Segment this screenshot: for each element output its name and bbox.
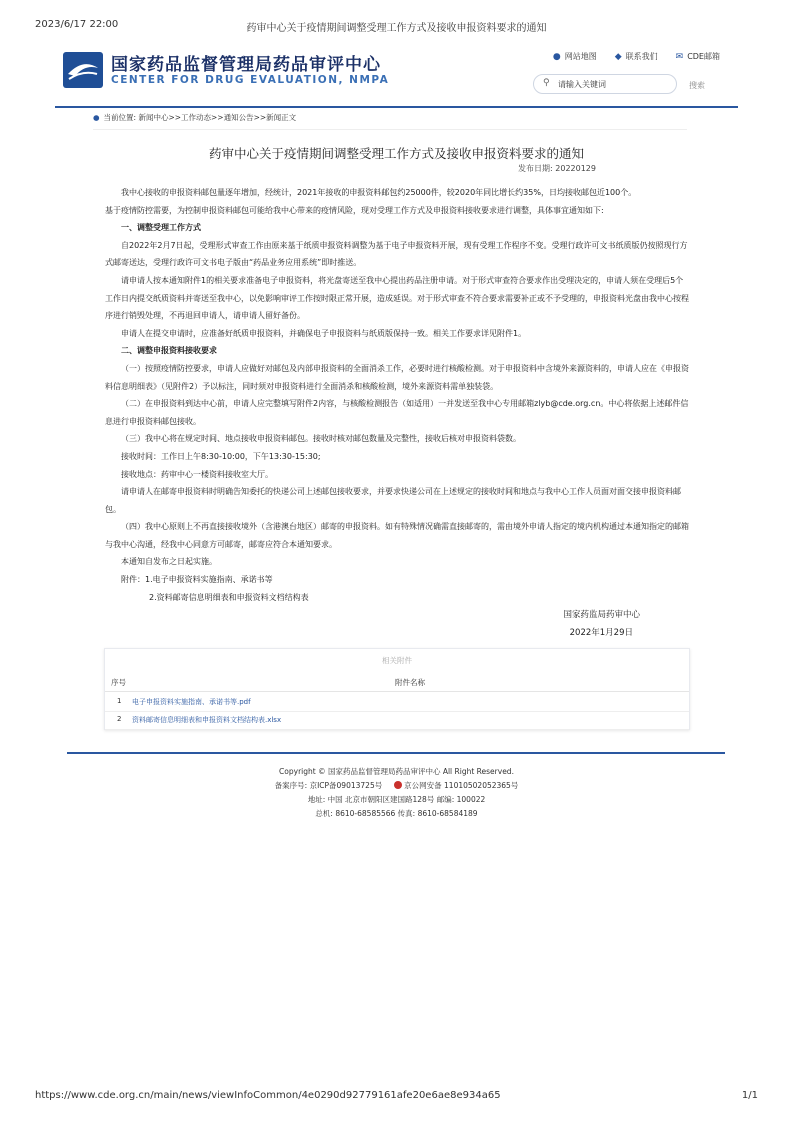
phone: 总机: 8610-68585566 传真: 8610-68584189 (315, 809, 478, 818)
breadcrumb-text[interactable]: 当前位置: 新闻中心>>工作动态>>通知公告>>新闻正文 (103, 113, 297, 122)
print-page-number: 1/1 (741, 1090, 758, 1101)
location-pin-icon: ● (93, 113, 100, 122)
print-footer (35, 1090, 758, 1104)
police-badge-icon (394, 781, 402, 789)
paragraph: 基于疫情防控需要，为控制申报资料邮包可能给我中心带来的疫情风险，现对受理工作方式及申报资料接收要求进行调整，具体事宜通知如下: (105, 205, 604, 215)
attachment-line: 附件：1.电子申报资料实施指南、承诺书等 (121, 575, 273, 585)
row-number: 1 (117, 697, 122, 705)
mail-icon: ✉ (675, 52, 684, 62)
print-datetime: 2023/6/17 22:00 (35, 19, 119, 30)
map-pin-icon: ● (552, 52, 561, 62)
contact-link[interactable]: ◆ 联系我们 (614, 52, 658, 62)
section-heading: 二、调整申报资料接收要求 (121, 346, 217, 356)
col-no-header: 序号 (111, 678, 126, 687)
site-name-en: CENTER FOR DRUG EVALUATION, NMPA (111, 74, 390, 86)
copyright: Copyright © 国家药品监督管理局药品审评中心 All Right Reserved. (279, 767, 514, 776)
cde-mail-link[interactable]: ✉ CDE邮箱 (675, 52, 720, 62)
search-button[interactable]: 搜索 (689, 81, 705, 90)
paragraph: （四）我中心原则上不再直接接收境外（含港澳台地区）邮寄的申报资料。如有特殊情况确需直接邮寄的，需由境外申请人指定的境内机构通过本通知指定的邮箱与我中心沟通，经我中心同意方可邮寄，邮寄应符合本通知要求。 (105, 522, 689, 549)
site-name-cn[interactable]: 国家药品监督管理局药品审评中心 (111, 55, 381, 75)
footer-divider (67, 752, 725, 754)
sign-date: 2022年1月29日 (569, 628, 633, 638)
police-link[interactable]: 京公网安备 11010502052365号 (404, 781, 519, 790)
search-icon: ⚲ (543, 78, 550, 88)
icp-link[interactable]: 备案序号: 京ICP备09013725号 (274, 781, 383, 790)
paragraph: 我中心接收的申报资料邮包量逐年增加，经统计，2021年接收的申报资料邮包约25000件，较2020年同比增长约35%，日均接收邮包近100个。 (121, 188, 637, 197)
paragraph: 请申请人按本通知附件1的相关要求准备电子申报资料，将光盘寄送至我中心提出药品注册申请。对于形式审查符合要求作出受理决定的，申请人须在受理后5个工作日内提交纸质资料并寄送至我中心，以免影响审评工作按时限正常开展，造成延误。对于形式审查不符合要求需要补正或不予受理的，申报资料光盘由我中心按程序进行销毁处理，不再退回申请人，请申请人留好备份。 (105, 275, 689, 321)
paragraph: 接收时间：工作日上午8:30-10:00，下午13:30-15:30; (121, 451, 321, 461)
attachment-line: 2.资料邮寄信息明细表和申报资料文档结构表 (149, 592, 309, 602)
breadcrumb (93, 112, 687, 130)
section-heading: 一、调整受理工作方式 (121, 223, 201, 233)
attachments-header (105, 673, 689, 692)
print-header (0, 19, 793, 33)
table-row (105, 711, 689, 730)
paragraph: 请申请人在邮寄申报资料时明确告知委托的快递公司上述邮包接收要求，并要求快递公司在上述规定的接收时间和地点与我中心工作人员面对面交接申报资料邮包。 (105, 487, 681, 514)
search-input[interactable] (533, 74, 677, 94)
site-map-link[interactable]: ● 网站地图 (552, 52, 597, 62)
paragraph: （三）我中心将在规定时间、地点接收申报资料邮包。接收时核对邮包数量及完整性，接收后核对申报资料袋数。 (121, 434, 521, 444)
attachments-caption: 相关附件 (382, 656, 412, 665)
site-footer (0, 765, 793, 821)
tag-icon: ◆ (614, 52, 622, 62)
address: 地址: 中国 北京市朝阳区建国路128号 邮编: 100022 (307, 795, 486, 804)
paragraph: （二）在申报资料到达中心前，申请人应完整填写附件2内容，与核酸检测报告（如适用）一并发送至我中心专用邮箱zlyb@cde.org.cn。中心将依据上述邮件信息进行申报资料邮包接收。 (105, 399, 689, 426)
table-row (105, 693, 689, 712)
registration-line (0, 779, 793, 793)
search-placeholder: 请输入关键词 (558, 80, 606, 89)
article-body (105, 184, 689, 606)
paragraph: 本通知自发布之日起实施。 (121, 557, 217, 567)
site-header (55, 40, 738, 108)
publish-date: 发布日期: 20220129 (518, 164, 596, 173)
attachment-link[interactable]: 资料邮寄信息明细表和申报资料文档结构表.xlsx (132, 716, 282, 724)
cde-logo-icon[interactable] (63, 52, 103, 88)
paragraph: 申请人在提交申请时，应准备好纸质申报资料，并确保电子申报资料与纸质版保持一致。相关工作要求详见附件1。 (121, 328, 527, 338)
article-title: 药审中心关于疫情期间调整受理工作方式及接收申报资料要求的通知 (208, 146, 584, 161)
print-url: https://www.cde.org.cn/main/news/viewInfoCommon/4e0290d92779161afe20e6ae8e934a65 (35, 1090, 501, 1101)
attachments-table (104, 648, 690, 730)
top-links (553, 51, 720, 62)
paragraph: 自2022年2月7日起，受理形式审查工作由原来基于纸质申报资料调整为基于电子申报资料开展，现有受理工作程序不变。受理行政许可文书纸质版仍按照现行方式邮寄送达，受理行政许可文书电子版由“药品业务应用系统”即时推送。 (105, 240, 688, 268)
col-name-header: 附件名称 (395, 678, 425, 687)
row-number: 2 (117, 715, 122, 723)
paragraph: （一）按照疫情防控要求，申请人应做好对邮包及内部申报资料的全面消杀工作，必要时进行核酸检测。对于申报资料中含境外来源资料的，申请人应在《申报资料信息明细表》（见附件2）予以标注，同时须对申报资料进行全面消杀和核酸检测，境外来源资料需单独装袋。 (105, 363, 689, 391)
sign-org: 国家药监局药审中心 (563, 610, 640, 620)
paragraph: 接收地点：药审中心一楼资料接收室大厅。 (121, 469, 273, 479)
print-doc-title: 药审中心关于疫情期间调整受理工作方式及接收申报资料要求的通知 (246, 23, 547, 34)
attachment-link[interactable]: 电子申报资料实施指南、承诺书等.pdf (132, 698, 251, 706)
